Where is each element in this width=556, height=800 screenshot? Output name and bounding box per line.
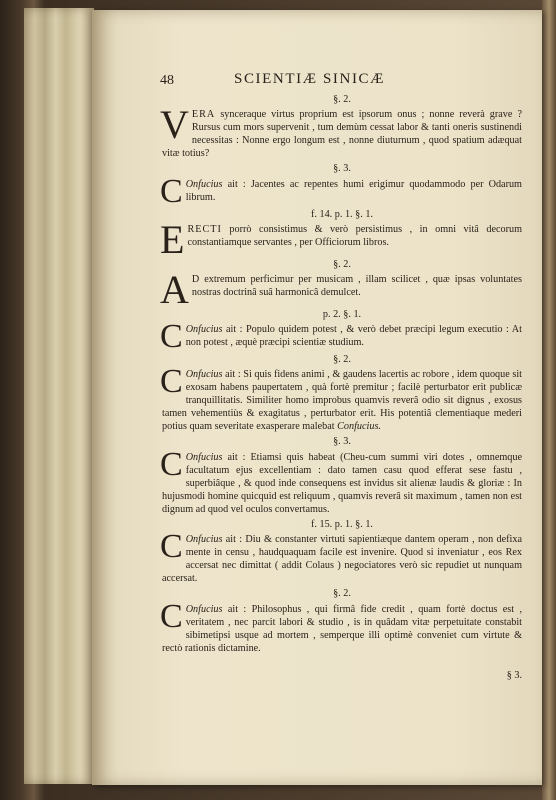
paragraph: [160, 266, 522, 312]
drop-initial: E: [160, 216, 185, 262]
text-body: [162, 93, 522, 655]
italic-tail: Confucius.: [337, 421, 381, 433]
section-heading: p. 2. §. 1.: [322, 308, 362, 320]
small-caps-word: RECTI: [187, 223, 222, 235]
page-number: 48: [160, 73, 174, 88]
section-heading: §. 2.: [333, 353, 351, 365]
paragraph-text: ait : Diu & constanter virtuti sapientiæque dantem operam , non defixa mente in censu , haudquaquam facile est invenire. Quod si inveniatur , eos Rex accersat nec dimittat ( addit Colaus ) negociatores verò sic repudiet ut nunquam accersat.: [162, 534, 522, 585]
paragraph-text: synceraque virtus proprium est ipsorum onus ; nonne reverà grave ? Rursus cum mors supervenit , tum demùm cessat labor & tanti oneris sustinendi necessitas : Nonne ergo longum est , nonne diuturnum , quod spatium adæquat vitæ totius?: [162, 109, 522, 160]
drop-initial: A: [160, 266, 189, 312]
paragraph: [160, 445, 522, 516]
section-heading: §. 3.: [333, 163, 351, 175]
catchword: § 3.: [506, 669, 522, 681]
paragraph: [160, 528, 522, 585]
page-edges: [24, 8, 94, 784]
paragraph-text: ait : Etiamsi quis habeat (Cheu-cum summi viri dotes , omnemque facultatum ejus excellentiam : dato tamen casu quod efferat sese fastu , superbiâque , & quod inde consequens est invidus sit alienæ laudis & gloriæ : In hujusmodi homine quicquid est reliquum , quamvis reverâ sit maximum , tamen non est dignum ad quod vel oculos convertamus.: [162, 451, 522, 515]
paragraph-text: ait : Jacentes ac repentes humi erigimur quodammodo per Odarum librum.: [185, 178, 522, 203]
binding-strap: [542, 0, 556, 800]
drop-initial: C: [160, 362, 183, 400]
paragraph-text: ait : Philosophus , qui firmâ fide credit , quam fortè doctus est , veritatem , nec parcit labori & studio , is in quâdam vitæ perpetuitate constabit sibimetipsi usque ad mortem , semperque illi optimè conveniet cum virtute & rectò rationis dictamine.: [162, 603, 522, 654]
page-content: [162, 70, 522, 682]
section-heading: §. 3.: [333, 436, 351, 448]
paragraph: [160, 317, 522, 355]
drop-initial: C: [160, 317, 183, 355]
paragraph: [160, 216, 522, 262]
speaker-name: Onfucius: [185, 368, 223, 380]
running-header: [162, 70, 522, 92]
paragraph-text: porrò consistimus & verò persistimus , in omni vitâ decorum constantiamque servantes , per Officiorum libros.: [187, 223, 522, 248]
drop-initial: C: [160, 445, 183, 483]
section-heading: §. 2.: [333, 94, 351, 105]
paragraph: [160, 597, 522, 655]
drop-initial: V: [160, 102, 189, 148]
section-heading: §. 2.: [333, 258, 351, 270]
drop-initial: C: [160, 528, 183, 566]
paragraph: [160, 102, 522, 160]
speaker-name: Onfucius: [185, 451, 223, 463]
section-heading: f. 15. p. 1. §. 1.: [311, 518, 373, 530]
paragraph-text: ait : Si quis fidens animi , & gaudens lacertis ac robore , idem quoque sit exosam habens paupertatem , quà fortè premitur ; facilè perturbator erit publicæ tranquillitatis. Similiter homo improbus quamvis reverâ odio sit dignus , exosus tamen vehementiùs & exagitatus , perturbator erit. His potentiâ clementiaque mederi potius quam severitate exasperare malebat: [162, 368, 522, 433]
paragraph-text: ait : Populo quidem potest , & verò debet præcipi legum executio : At non potest , æquè præcipi scientiæ studium.: [185, 323, 522, 348]
small-caps-word: ERA: [191, 109, 216, 121]
speaker-name: Onfucius: [185, 603, 223, 615]
book-page: [92, 10, 542, 785]
running-title: SCIENTIÆ SINICÆ: [234, 71, 386, 87]
speaker-name: Onfucius: [185, 323, 223, 335]
drop-initial: C: [160, 172, 183, 210]
speaker-name: Onfucius: [185, 178, 223, 190]
section-heading: §. 2.: [333, 588, 351, 600]
paragraph: [160, 362, 522, 433]
drop-initial: C: [160, 597, 183, 635]
section-heading: f. 14. p. 1. §. 1.: [311, 208, 373, 220]
paragraph: [160, 172, 522, 210]
paragraph-text: D extremum perficimur per musicam , illam scilicet , quæ ipsas voluntates nostras doctrinâ suâ harmonicâ demulcet.: [191, 273, 522, 298]
speaker-name: Onfucius: [185, 534, 223, 546]
